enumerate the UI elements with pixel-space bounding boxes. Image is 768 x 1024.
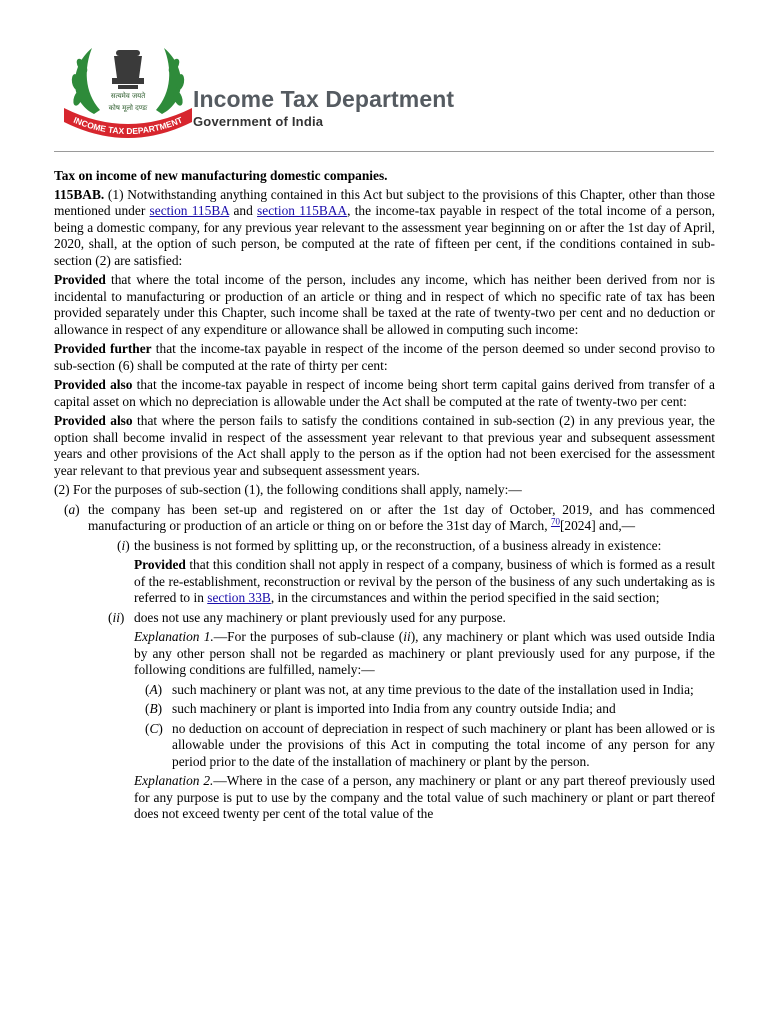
explanation-1: Explanation 1.—For the purposes of sub-clause (ii), any machinery or plant which was used outside India by any other person shall not be regarded as machinery or plant previously used for any purpose, if the following conditions are fulfilled, namely:— (134, 629, 716, 677)
page-header (0, 0, 768, 155)
sub-section-2: (2) For the purposes of sub-section (1), the following conditions shall apply, namely:— (54, 482, 522, 497)
department-title: Income Tax Department (193, 86, 455, 112)
item-c: (C) no deduction on account of depreciation in respect of such machinery or plant has been allowed or is allowable under the provisions of this Act in computing the total income of any person for any period prior to the date of the installation of machinery or plant by the person. (145, 720, 715, 769)
proviso-4: Provided also that where the person fails to satisfy the conditions contained in sub-section (2) in any previous year, the option shall become invalid in respect of the assessment year relevant to that previous year and subsequent assessment years and other provisions of the Act shall apply to the person as if the option had not been exercised for the assessment year relevant to that previous year and subsequent assessment years. (54, 413, 716, 478)
item-label: (C) (145, 720, 163, 736)
document-body (54, 168, 715, 826)
motto-text: कोष मूलो दण्डः (108, 104, 148, 112)
clause-ii: (ii) does not use any machinery or plant previously used for any purpose. (108, 609, 506, 625)
item-label: (B) (145, 701, 163, 716)
department-subtitle: Government of India (193, 114, 324, 129)
income-tax-logo (58, 36, 198, 140)
clause-label: (a) (64, 501, 80, 517)
brand-block (193, 86, 454, 129)
item-a: (A) such machinery or plant was not, at any time previous to the date of the installation used in India; (145, 681, 694, 697)
emblem-inscription: सत्यमेव जयते (110, 92, 146, 100)
link-section-115baa[interactable]: section 115BAA (257, 203, 348, 218)
clause-i: (i) the business is not formed by splitting up, or the reconstruction, of a business already in existence: (117, 537, 662, 553)
section-heading: Tax on income of new manufacturing domestic companies. (54, 168, 388, 183)
section-number: 115BAB. (54, 186, 105, 202)
section-115bab: 115BAB. (1) Notwithstanding anything contained in this Act but subject to the provisions of this Chapter, other than those mentioned under section 115BA and section 115BAA, the income-tax payable in respect of the total income of a person, being a domestic company, for any previous year relevant to the assessment year beginning on or after the 1st day of April, 2020, shall, at the option of such person, be computed at the rate of fifteen per cent, if the conditions contained in sub-section (2) are satisfied: (54, 186, 716, 268)
national-emblem-icon (112, 50, 144, 89)
header-divider (54, 151, 714, 152)
clause-label: (i) (117, 537, 130, 553)
proviso-2: Provided further that the income-tax payable in respect of the income of the person deemed so under second proviso to sub-section (6) shall be computed at the rate of thirty per cent: (54, 341, 716, 373)
clause-label: (ii) (108, 609, 125, 625)
explanation-2: Explanation 2.—Where in the case of a person, any machinery or plant or any part thereof previously used for any purpose is put to use by the company and the total value of such machinery or plant or part thereof does not exceed twenty per cent of the total value of the (134, 773, 715, 821)
link-section-33b[interactable]: section 33B (207, 590, 271, 605)
proviso-clause-i: Provided that this condition shall not apply in respect of a company, business of which is formed as a result of the re-establishment, reconstruction or revival by the person of the business of any such undertaking as is referred to in section 33B, in the circumstances and within the period specified in the said section; (134, 557, 715, 605)
clause-a: (a) the company has been set-up and registered on or after the 1st day of October, 2019, and has commenced manufacturing or production of an article or thing on or before the 31st day of March, $^{70}$[2024] and,— (64, 501, 715, 533)
item-b: (B) such machinery or plant is imported into India from any country outside India; and (145, 701, 616, 716)
banner-text: INCOME TAX DEPARTMENT (72, 114, 184, 137)
link-section-115ba[interactable]: section 115BA (149, 203, 230, 218)
footnote-link[interactable]: 70 (550, 516, 560, 527)
proviso-3: Provided also that the income-tax payable in respect of income being short term capital gains derived from transfer of a capital asset on which no depreciation is allowable under the Act shall be computed at the rate of twenty-two per cent: (54, 377, 715, 409)
item-label: (A) (145, 681, 163, 697)
proviso-1: Provided that where the total income of the person, includes any income, which has neither been derived from nor is incidental to manufacturing or production of an article or thing and in respect of which no specific rate of tax has been provided separately under this Chapter, such income shall be taxed at the rate of twenty-two per cent and no deduction or allowance in respect of any expenditure or allowance shall be allowed in computing such income: (54, 272, 715, 337)
